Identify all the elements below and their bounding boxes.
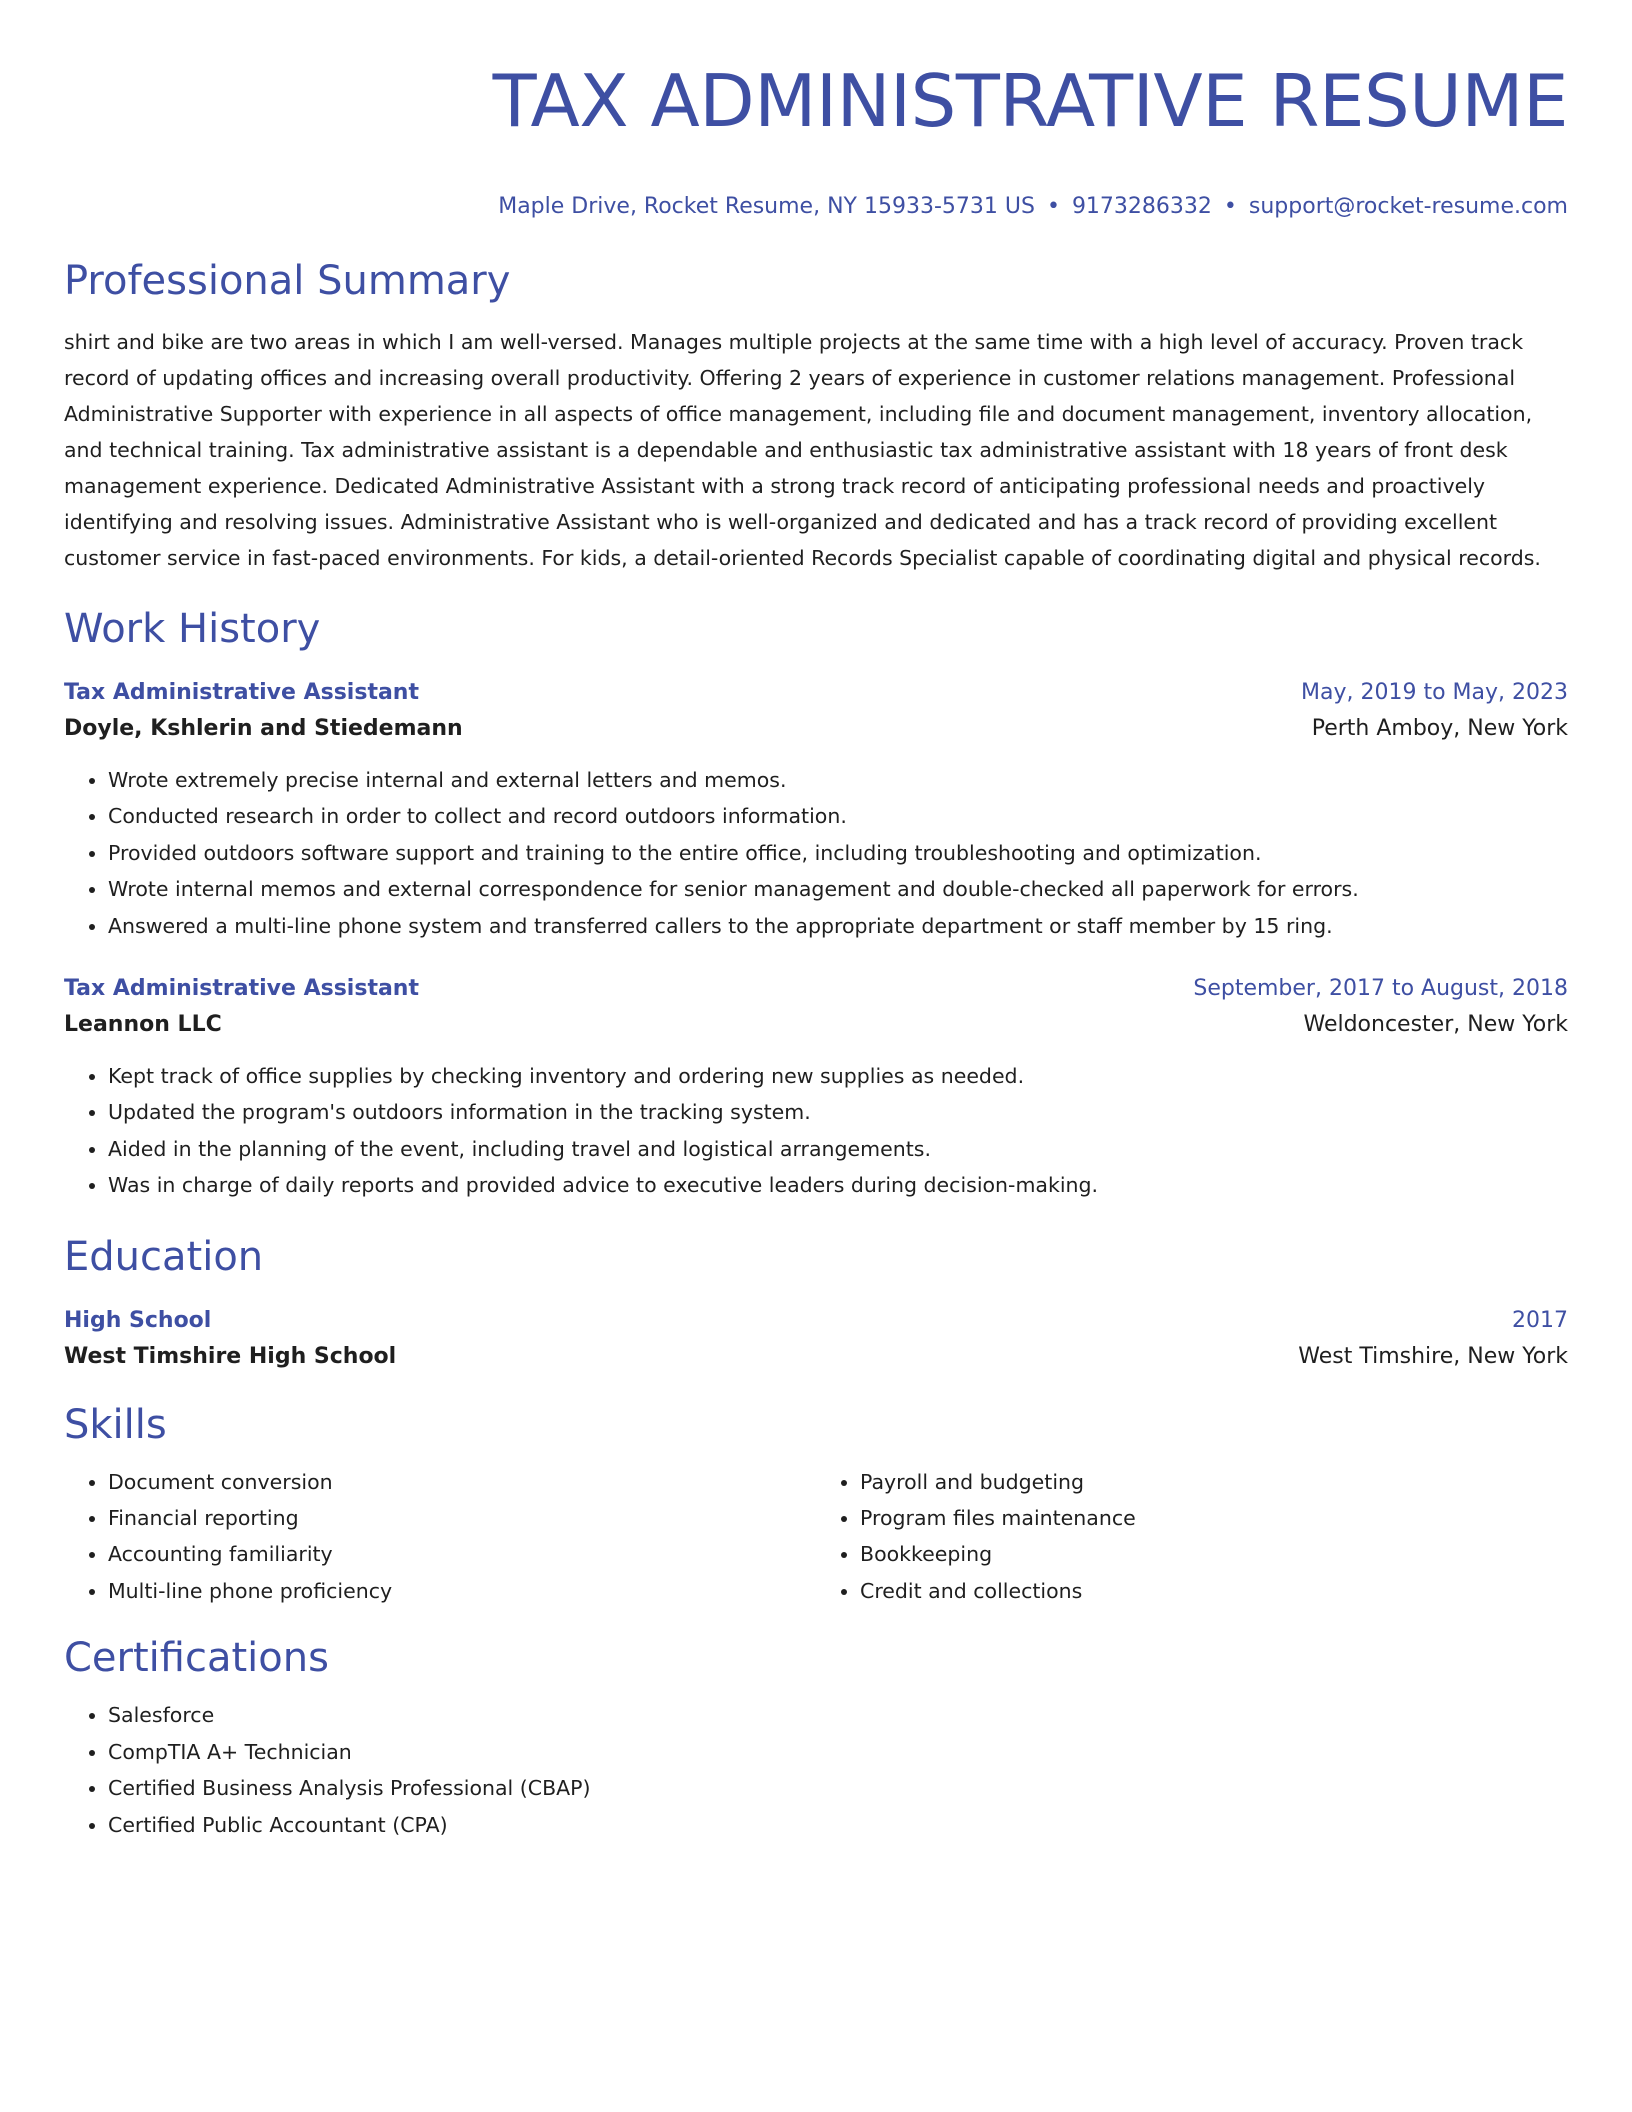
skills-list-right [816,1464,1568,1610]
education-school: West Timshire High School [64,1343,397,1369]
contact-email: support@rocket-resume.com [1248,194,1568,219]
job-company-row [64,1006,1568,1044]
list-item: • Kept track of office supplies by checking inventory and ordering new supplies as needed. [108,1058,1568,1094]
contact-line [64,192,1568,222]
list-item: • Document conversion [108,1464,816,1500]
list-item: • Provided outdoors software support and training to the entire office, including troubleshooting and optimization. [108,835,1568,871]
education-heading: Education [64,1233,264,1280]
job-title-row [64,972,1568,1006]
list-item: • Certified Public Accountant (CPA) [108,1807,1568,1843]
list-item: • Updated the program's outdoors information in the tracking system. [108,1094,1568,1130]
list-item: • Aided in the planning of the event, including travel and logistical arrangements. [108,1131,1568,1167]
education-degree-row [64,1304,1568,1338]
list-item: • Payroll and budgeting [860,1464,1568,1500]
education-location: West Timshire, New York [1298,1343,1568,1369]
list-item: • Financial reporting [108,1500,816,1536]
work-history-heading: Work History [64,606,321,652]
job-entry [64,972,1568,1204]
job-company: Doyle, Kshlerin and Stiedemann [64,716,463,741]
contact-separator: • [1223,194,1237,219]
list-item: • Conducted research in order to collect and record outdoors information. [108,798,1568,834]
education-degree: High School [64,1307,212,1333]
list-item: • Was in charge of daily reports and provided advice to executive leaders during decision-making. [108,1167,1568,1203]
summary-heading: Professional Summary [64,258,511,304]
resume-header [64,56,1568,222]
resume-title: TAX ADMINISTRATIVE RESUME [492,59,1568,143]
education-school-row [64,1338,1568,1376]
contact-phone: 9173286332 [1071,194,1212,219]
job-title-row [64,676,1568,710]
list-item: • Accounting familiarity [108,1536,816,1572]
job-company-row [64,710,1568,748]
education-entry [64,1304,1568,1376]
job-entry [64,676,1568,944]
job-location: Perth Amboy, New York [1311,716,1568,741]
certifications-list [64,1697,1568,1843]
list-item: • Program files maintenance [860,1500,1568,1536]
job-role: Tax Administrative Assistant [64,680,419,705]
list-item: • Wrote extremely precise internal and external letters and memos. [108,762,1568,798]
skills-heading: Skills [64,1401,167,1448]
list-item: • Wrote internal memos and external correspondence for senior management and double-checked all paperwork for errors. [108,871,1568,907]
summary-text: shirt and bike are two areas in which I am well-versed. Manages multiple projects at the same time with a high level of accuracy. Proven track record of updating offices and increasing overall productivity. Offering 2 years of experience in customer relations management. Professional Administrative Supporter with experience in all aspects of office management, including file and document management, inventory allocation, and technical training. Tax administrative assistant is a dependable and enthusiastic tax administrative assistant with 18 years of front desk management experience. Dedicated Administrative Assistant with a strong track record of anticipating professional needs and proactively identifying and resolving issues. Administrative Assistant who is well-organized and dedicated and has a track record of providing excellent customer service in fast-paced environments. For kids, a detail-oriented Records Specialist capable of coordinating digital and physical records. [64,330,1541,570]
list-item: • CompTIA A+ Technician [108,1734,1568,1770]
list-item: • Salesforce [108,1697,1568,1733]
job-dates: May, 2019 to May, 2023 [1301,680,1568,705]
contact-separator: • [1046,194,1060,219]
list-item: • Answered a multi-line phone system and transferred callers to the appropriate department or staff member by 15 ring. [108,908,1568,944]
job-location: Weldoncester, New York [1303,1012,1568,1038]
skills-list-left [64,1464,816,1610]
certifications-heading: Certifications [64,1635,329,1682]
job-bullet-list [64,762,1568,944]
list-item: • Multi-line phone proficiency [108,1573,816,1609]
education-year: 2017 [1512,1307,1568,1333]
contact-address: Maple Drive, Rocket Resume, NY 15933-5731 US [498,194,1035,219]
job-dates: September, 2017 to August, 2018 [1193,976,1568,1002]
list-item: • Bookkeeping [860,1536,1568,1572]
job-bullet-list [64,1058,1568,1204]
skills-columns [64,1464,1568,1610]
list-item: • Certified Business Analysis Professional (CBAP) [108,1770,1568,1806]
job-company: Leannon LLC [64,1012,222,1038]
list-item: • Credit and collections [860,1573,1568,1609]
job-role: Tax Administrative Assistant [64,976,419,1002]
